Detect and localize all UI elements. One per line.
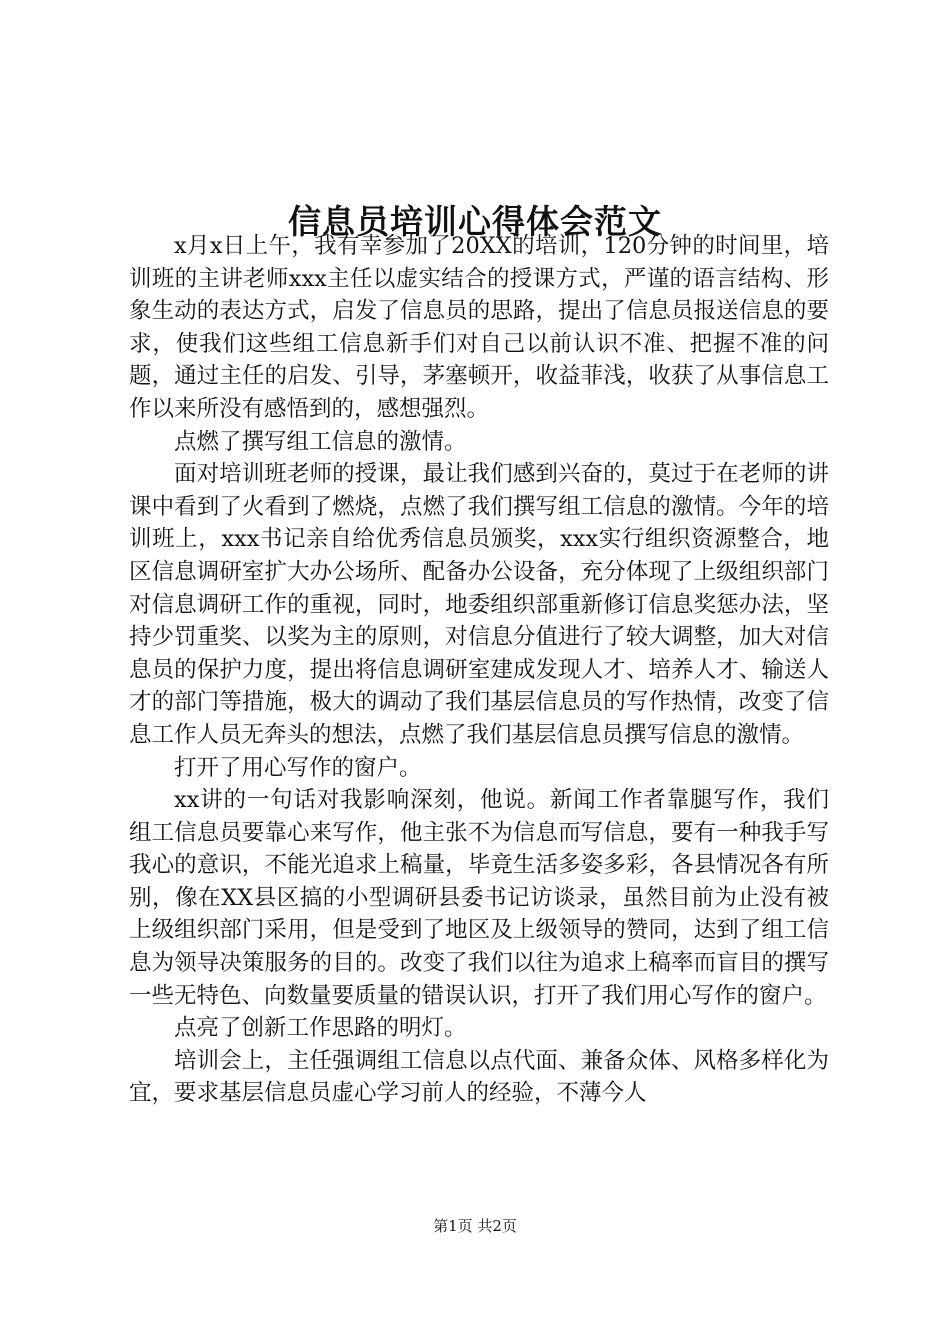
paragraph-heading-lamp: 点亮了创新工作思路的明灯。 bbox=[174, 1015, 467, 1042]
paragraph-intro: x月x日上午，我有幸参加了20XX的培训，120分钟的时间里，培训班的主讲老师xxx主任以虚实结合的授课方式，严谨的语言结构、形象生动的表达方式，启发了信息员的思路，提出了信息员报送信息的要求，使我们这些组工信息新手们对自己以前认识不准、把握不准的问题，通过主任的启发、引导，茅塞顿开，收益菲浅，收获了从事信息工作以来所没有感悟到的，感想强烈。 bbox=[129, 233, 829, 422]
paragraph-passion: 面对培训班老师的授课，最让我们感到兴奋的，莫过于在老师的讲课中看到了火看到了燃烧，点燃了我们撰写组工信息的激情。今年的培训班上，xxx书记亲自给优秀信息员颁奖，xxx实行组织资源整合，地区信息调研室扩大办公场所、配备办公设备，充分体现了上级组织部门对信息调研工作的重视，同时，地委组织部重新修订信息奖惩办法，坚持少罚重奖、以奖为主的原则，对信息分值进行了较大调整，加大对信息员的保护力度，提出将信息调研室建成发现人才、培养人才、输送人才的部门等措施，极大的调动了我们基层信息员的写作热情，改变了信息工作人员无奔头的想法，点燃了我们基层信息员撰写信息的激情。 bbox=[129, 461, 829, 748]
paragraph-lamp: 培训会上，主任强调组工信息以点代面、兼备众体、风格多样化为宜，要求基层信息员虚心学习前人的经验，不薄今人 bbox=[129, 1047, 829, 1107]
document-body bbox=[129, 230, 829, 1110]
page-footer: 第1页 共2页 bbox=[433, 1217, 517, 1235]
document-title: 信息员培训心得体会范文 bbox=[288, 202, 662, 242]
paragraph-heading-window: 打开了用心写作的窗户。 bbox=[174, 754, 422, 781]
paragraph-heading-passion: 点燃了撰写组工信息的激情。 bbox=[174, 428, 467, 455]
paragraph-window: xx讲的一句话对我影响深刻，他说。新闻工作者靠腿写作，我们组工信息员要靠心来写作，他主张不为信息而写信息，要有一种我手写我心的意识，不能光追求上稿量，毕竟生活多姿多彩，各县情况各有所别，像在XX县区搞的小型调研县委书记访谈录，虽然目前为止没有被上级组织部门采用，但是受到了地区及上级领导的赞同，达到了组工信息为领导决策服务的目的。改变了我们以往为追求上稿率而盲目的撰写一些无特色、向数量要质量的错误认识，打开了我们用心写作的窗户。 bbox=[129, 787, 829, 1009]
